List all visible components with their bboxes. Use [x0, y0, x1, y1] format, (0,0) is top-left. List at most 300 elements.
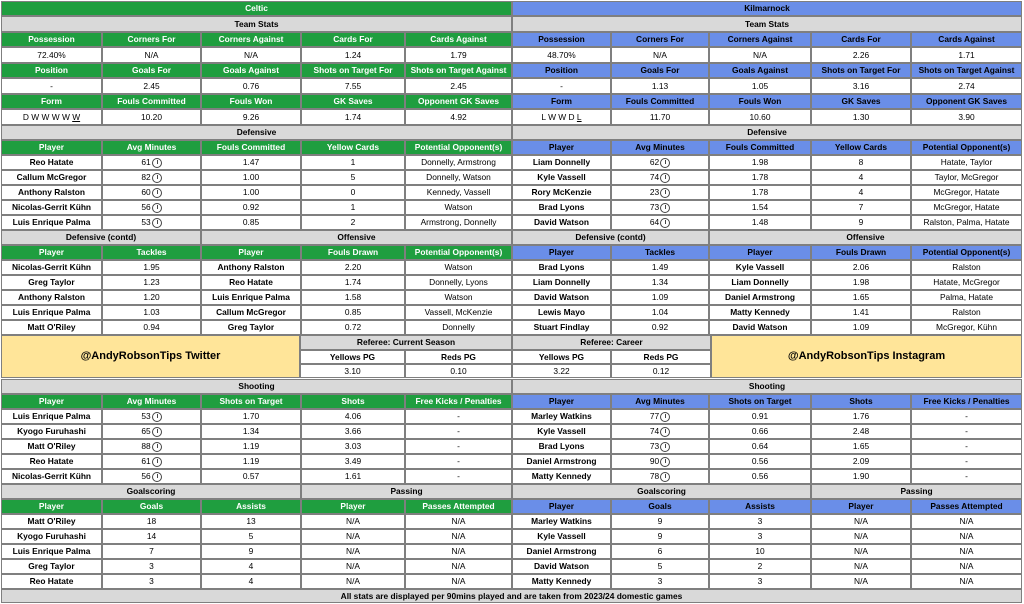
celtic-defensive-cell: 0 [301, 185, 405, 200]
celtic-r2-header: Shots on Target For [301, 63, 405, 78]
celtic-shooting-cell: 3.03 [301, 439, 405, 454]
kilmarnock-defensive-title: Defensive [512, 125, 1022, 140]
celtic-defcontd-cell: 1.23 [102, 275, 201, 290]
kilmarnock-passing-cell: N/A [911, 574, 1022, 589]
avg-minutes: 73 [649, 202, 660, 213]
celtic-defensive-cell: 2 [301, 215, 405, 230]
celtic-shooting-cell: - [405, 439, 512, 454]
kilmarnock-shooting-cell: 0.91 [709, 409, 811, 424]
kilmarnock-shooting-cell: - [911, 469, 1022, 484]
stopwatch-icon [152, 427, 162, 437]
kilmarnock-r2-value: 1.05 [709, 78, 811, 94]
twitter-promo: @AndyRobsonTips Twitter [1, 335, 300, 378]
avg-minutes: 61 [141, 456, 151, 467]
form-last: L [576, 111, 582, 122]
kilmarnock-r2-header: Goals Against [709, 63, 811, 78]
kilmarnock-offensive-cell: 1.98 [811, 275, 911, 290]
kilmarnock-offensive-cell: Matty Kennedy [709, 305, 811, 320]
celtic-form-value [1, 109, 102, 125]
kilmarnock-goalscoring-cell: David Watson [512, 559, 611, 574]
celtic-shooting-header: Shots [301, 394, 405, 409]
kilmarnock-shooting-cell: - [911, 424, 1022, 439]
celtic-shooting-cell: Reo Hatate [1, 454, 102, 469]
kilmarnock-defensive-cell: Ralston, Palma, Hatate [911, 215, 1022, 230]
celtic-passing-title: Passing [301, 484, 512, 499]
kilmarnock-r3-value: 10.60 [709, 109, 811, 125]
celtic-team-title: Celtic [1, 1, 512, 16]
celtic-r3-header: Form [1, 94, 102, 109]
kilmarnock-goalscoring-cell: 3 [709, 574, 811, 589]
celtic-goalscoring-cell: Reo Hatate [1, 574, 102, 589]
kilmarnock-shooting-cell: - [911, 454, 1022, 469]
avg-minutes: 82 [141, 172, 151, 183]
kilmarnock-goalscoring-cell: Matty Kennedy [512, 574, 611, 589]
kilmarnock-defensive-cell: Kyle Vassell [512, 170, 611, 185]
kilmarnock-shooting-cell: 2.48 [811, 424, 911, 439]
celtic-offensive-cell: Greg Taylor [201, 320, 301, 335]
celtic-shooting-cell: 1.61 [301, 469, 405, 484]
celtic-goalscoring-header: Player [1, 499, 102, 514]
kilmarnock-r3-header: Form [512, 94, 611, 109]
stopwatch-icon [152, 218, 162, 228]
celtic-r1-header: Possession [1, 32, 102, 47]
celtic-r2-value: 7.55 [301, 78, 405, 94]
celtic-offensive-title: Offensive [201, 230, 512, 245]
kilmarnock-shooting-cell: - [911, 439, 1022, 454]
celtic-defcontd-cell: Anthony Ralston [1, 290, 102, 305]
celtic-defensive-cell [102, 170, 201, 185]
stopwatch-icon [152, 457, 162, 467]
kilmarnock-offensive-cell: Daniel Armstrong [709, 290, 811, 305]
kilmarnock-r1-header: Possession [512, 32, 611, 47]
avg-minutes: 77 [649, 411, 660, 422]
stopwatch-icon [660, 457, 670, 467]
avg-minutes: 56 [141, 471, 151, 482]
kilmarnock-shooting-cell [611, 424, 709, 439]
kilmarnock-defcontd-cell: Stuart Findlay [512, 320, 611, 335]
celtic-defcontd-cell: 1.03 [102, 305, 201, 320]
celtic-r3-value: 1.74 [301, 109, 405, 125]
referee-current-header: Yellows PG [300, 350, 405, 364]
celtic-passing-cell: N/A [405, 574, 512, 589]
celtic-shooting-cell: 1.19 [201, 439, 301, 454]
celtic-r3-header: Opponent GK Saves [405, 94, 512, 109]
celtic-shooting-cell: - [405, 469, 512, 484]
celtic-shooting-cell: 0.57 [201, 469, 301, 484]
celtic-defensive-cell: 0.92 [201, 200, 301, 215]
celtic-r3-header: Fouls Committed [102, 94, 201, 109]
kilmarnock-defensive-cell [611, 155, 709, 170]
celtic-offensive-cell: 0.72 [301, 320, 405, 335]
celtic-shooting-header: Free Kicks / Penalties [405, 394, 512, 409]
kilmarnock-goalscoring-cell: Marley Watkins [512, 514, 611, 529]
kilmarnock-offensive-cell: Ralston [911, 260, 1022, 275]
kilmarnock-passing-cell: N/A [911, 559, 1022, 574]
kilmarnock-defensive-cell: Rory McKenzie [512, 185, 611, 200]
celtic-offensive-cell: 1.74 [301, 275, 405, 290]
kilmarnock-goalscoring-cell: 3 [709, 514, 811, 529]
kilmarnock-goalscoring-cell: 9 [611, 514, 709, 529]
kilmarnock-shooting-cell: 0.64 [709, 439, 811, 454]
celtic-goalscoring-cell: 3 [102, 574, 201, 589]
celtic-offensive-cell: Watson [405, 290, 512, 305]
kilmarnock-form-value [512, 109, 611, 125]
form-last: W [72, 111, 81, 122]
celtic-passing-cell: N/A [405, 559, 512, 574]
kilmarnock-goalscoring-title: Goalscoring [512, 484, 811, 499]
celtic-defensive-header: Player [1, 140, 102, 155]
celtic-goalscoring-header: Goals [102, 499, 201, 514]
kilmarnock-shooting-cell: 2.09 [811, 454, 911, 469]
kilmarnock-r1-header: Corners For [611, 32, 709, 47]
kilmarnock-shooting-cell: Daniel Armstrong [512, 454, 611, 469]
celtic-shooting-cell: 1.34 [201, 424, 301, 439]
referee-career-value: 3.22 [512, 364, 611, 378]
kilmarnock-defcontd-header: Player [512, 245, 611, 260]
celtic-goalscoring-cell: 5 [201, 529, 301, 544]
celtic-goalscoring-cell: 4 [201, 574, 301, 589]
kilmarnock-shooting-cell [611, 439, 709, 454]
celtic-r2-header: Goals For [102, 63, 201, 78]
kilmarnock-shooting-cell [611, 454, 709, 469]
celtic-defcontd-cell: 1.20 [102, 290, 201, 305]
kilmarnock-defensive-cell: 1.78 [709, 170, 811, 185]
celtic-defcontd-header: Tackles [102, 245, 201, 260]
kilmarnock-r2-header: Shots on Target Against [911, 63, 1022, 78]
celtic-shooting-title: Shooting [1, 379, 512, 394]
celtic-goalscoring-cell: 7 [102, 544, 201, 559]
avg-minutes: 88 [141, 441, 151, 452]
kilmarnock-r1-value: 2.26 [811, 47, 911, 63]
celtic-shooting-cell: Luis Enrique Palma [1, 409, 102, 424]
stopwatch-icon [660, 203, 670, 213]
referee-current-title: Referee: Current Season [300, 335, 512, 350]
celtic-passing-cell: N/A [301, 559, 405, 574]
kilmarnock-offensive-cell: Kyle Vassell [709, 260, 811, 275]
kilmarnock-shooting-cell: 0.66 [709, 424, 811, 439]
celtic-defensive-cell: Reo Hatate [1, 155, 102, 170]
stopwatch-icon [152, 158, 162, 168]
kilmarnock-defensive-cell: Taylor, McGregor [911, 170, 1022, 185]
celtic-r1-value: N/A [102, 47, 201, 63]
celtic-defensive-cell: 1.47 [201, 155, 301, 170]
celtic-defcontd-header: Player [1, 245, 102, 260]
celtic-team-stats-title: Team Stats [1, 16, 512, 32]
celtic-defensive-cell: 1.00 [201, 170, 301, 185]
stopwatch-icon [152, 442, 162, 452]
kilmarnock-passing-cell: N/A [811, 559, 911, 574]
kilmarnock-offensive-cell: McGregor, Kühn [911, 320, 1022, 335]
kilmarnock-defensive-header: Fouls Committed [709, 140, 811, 155]
kilmarnock-r2-value: 1.13 [611, 78, 709, 94]
celtic-r1-value: 1.24 [301, 47, 405, 63]
kilmarnock-defensive-cell: 1.54 [709, 200, 811, 215]
kilmarnock-shooting-cell: Matty Kennedy [512, 469, 611, 484]
celtic-defensive-cell: 1 [301, 200, 405, 215]
kilmarnock-goalscoring-header: Goals [611, 499, 709, 514]
celtic-defensive-cell: Luis Enrique Palma [1, 215, 102, 230]
kilmarnock-goalscoring-cell: 2 [709, 559, 811, 574]
celtic-goalscoring-cell: Greg Taylor [1, 559, 102, 574]
celtic-shooting-cell [102, 469, 201, 484]
kilmarnock-goalscoring-cell: 6 [611, 544, 709, 559]
kilmarnock-offensive-cell: 1.65 [811, 290, 911, 305]
celtic-r1-header: Cards For [301, 32, 405, 47]
referee-current-value: 3.10 [300, 364, 405, 378]
kilmarnock-r1-header: Cards For [811, 32, 911, 47]
kilmarnock-r3-value: 1.30 [811, 109, 911, 125]
celtic-defcontd-cell: 0.94 [102, 320, 201, 335]
celtic-passing-cell: N/A [301, 574, 405, 589]
kilmarnock-r1-value: 48.70% [512, 47, 611, 63]
celtic-defensive-cell: Anthony Ralston [1, 185, 102, 200]
kilmarnock-defensive-cell: Brad Lyons [512, 200, 611, 215]
celtic-defensive-title: Defensive [1, 125, 512, 140]
celtic-defensive-cell: 0.85 [201, 215, 301, 230]
avg-minutes: 64 [649, 217, 660, 228]
celtic-defensive-cell: Nicolas-Gerrit Kühn [1, 200, 102, 215]
kilmarnock-defensive-cell: Hatate, Taylor [911, 155, 1022, 170]
kilmarnock-shooting-header: Player [512, 394, 611, 409]
celtic-r2-value: - [1, 78, 102, 94]
celtic-defensive-cell: Donnelly, Armstrong [405, 155, 512, 170]
celtic-r1-header: Corners Against [201, 32, 301, 47]
kilmarnock-defcontd-cell: Brad Lyons [512, 260, 611, 275]
kilmarnock-r2-header: Shots on Target For [811, 63, 911, 78]
celtic-defensive-cell [102, 215, 201, 230]
avg-minutes: 73 [649, 441, 660, 452]
celtic-goalscoring-cell: 9 [201, 544, 301, 559]
avg-minutes: 74 [649, 426, 660, 437]
kilmarnock-defensive-header: Potential Opponent(s) [911, 140, 1022, 155]
kilmarnock-goalscoring-cell: Daniel Armstrong [512, 544, 611, 559]
kilmarnock-shooting-cell [611, 469, 709, 484]
celtic-goalscoring-cell: Kyogo Furuhashi [1, 529, 102, 544]
celtic-r2-header: Position [1, 63, 102, 78]
kilmarnock-offensive-cell: David Watson [709, 320, 811, 335]
kilmarnock-shooting-cell: Marley Watkins [512, 409, 611, 424]
celtic-r3-value: 4.92 [405, 109, 512, 125]
celtic-defcontd-cell: Nicolas-Gerrit Kühn [1, 260, 102, 275]
kilmarnock-defensive-cell: 9 [811, 215, 911, 230]
kilmarnock-defensive-cell: 7 [811, 200, 911, 215]
kilmarnock-shooting-cell: 0.56 [709, 454, 811, 469]
kilmarnock-defensive-cell [611, 215, 709, 230]
kilmarnock-goalscoring-cell: Kyle Vassell [512, 529, 611, 544]
kilmarnock-goalscoring-cell: 10 [709, 544, 811, 559]
celtic-shooting-cell: 4.06 [301, 409, 405, 424]
celtic-passing-cell: N/A [301, 514, 405, 529]
kilmarnock-r3-header: GK Saves [811, 94, 911, 109]
celtic-goalscoring-cell: 14 [102, 529, 201, 544]
celtic-shooting-cell: 3.49 [301, 454, 405, 469]
stopwatch-icon [152, 472, 162, 482]
celtic-shooting-cell: 1.70 [201, 409, 301, 424]
celtic-offensive-header: Player [201, 245, 301, 260]
instagram-promo: @AndyRobsonTips Instagram [711, 335, 1022, 378]
celtic-offensive-header: Potential Opponent(s) [405, 245, 512, 260]
kilmarnock-r3-header: Fouls Won [709, 94, 811, 109]
stopwatch-icon [152, 188, 162, 198]
celtic-offensive-cell: 0.85 [301, 305, 405, 320]
stopwatch-icon [152, 412, 162, 422]
kilmarnock-defensive-cell: McGregor, Hatate [911, 200, 1022, 215]
kilmarnock-r2-value: 3.16 [811, 78, 911, 94]
referee-career-header: Reds PG [611, 350, 711, 364]
kilmarnock-passing-title: Passing [811, 484, 1022, 499]
kilmarnock-shooting-title: Shooting [512, 379, 1022, 394]
celtic-passing-header: Passes Attempted [405, 499, 512, 514]
referee-current-header: Reds PG [405, 350, 512, 364]
avg-minutes: 61 [141, 157, 151, 168]
celtic-shooting-cell: Kyogo Furuhashi [1, 424, 102, 439]
celtic-offensive-cell: Watson [405, 260, 512, 275]
celtic-offensive-cell: 1.58 [301, 290, 405, 305]
kilmarnock-passing-cell: N/A [811, 544, 911, 559]
celtic-goalscoring-cell: Luis Enrique Palma [1, 544, 102, 559]
celtic-offensive-cell: Donnelly, Lyons [405, 275, 512, 290]
celtic-defensive-header: Fouls Committed [201, 140, 301, 155]
celtic-shooting-cell [102, 409, 201, 424]
kilmarnock-r2-header: Position [512, 63, 611, 78]
kilmarnock-passing-cell: N/A [911, 544, 1022, 559]
kilmarnock-offensive-cell: Palma, Hatate [911, 290, 1022, 305]
avg-minutes: 78 [649, 471, 660, 482]
celtic-r3-header: Fouls Won [201, 94, 301, 109]
stopwatch-icon [660, 173, 670, 183]
stopwatch-icon [660, 188, 670, 198]
kilmarnock-passing-cell: N/A [811, 529, 911, 544]
celtic-goalscoring-cell: 13 [201, 514, 301, 529]
stopwatch-icon [152, 173, 162, 183]
kilmarnock-r3-header: Fouls Committed [611, 94, 709, 109]
celtic-shooting-cell: - [405, 424, 512, 439]
celtic-defensive-cell: 1 [301, 155, 405, 170]
kilmarnock-r2-header: Goals For [611, 63, 709, 78]
kilmarnock-offensive-header: Potential Opponent(s) [911, 245, 1022, 260]
kilmarnock-defensive-header: Player [512, 140, 611, 155]
celtic-defensive-cell: Armstrong, Donnelly [405, 215, 512, 230]
kilmarnock-offensive-cell: Ralston [911, 305, 1022, 320]
celtic-defensive-cell: 5 [301, 170, 405, 185]
kilmarnock-defensive-header: Avg Minutes [611, 140, 709, 155]
kilmarnock-defensive-cell [611, 170, 709, 185]
celtic-offensive-cell: Callum McGregor [201, 305, 301, 320]
celtic-r2-value: 2.45 [102, 78, 201, 94]
celtic-defensive-cell: 1.00 [201, 185, 301, 200]
celtic-offensive-cell: Vassell, McKenzie [405, 305, 512, 320]
stopwatch-icon [660, 442, 670, 452]
kilmarnock-goalscoring-header: Player [512, 499, 611, 514]
kilmarnock-defensive-cell: 1.78 [709, 185, 811, 200]
kilmarnock-goalscoring-cell: 5 [611, 559, 709, 574]
kilmarnock-defensive-cell: 8 [811, 155, 911, 170]
celtic-shooting-cell: - [405, 409, 512, 424]
celtic-r1-value: 1.79 [405, 47, 512, 63]
celtic-r3-header: GK Saves [301, 94, 405, 109]
celtic-shooting-header: Shots on Target [201, 394, 301, 409]
celtic-r3-value: 9.26 [201, 109, 301, 125]
kilmarnock-offensive-cell: Hatate, McGregor [911, 275, 1022, 290]
kilmarnock-goalscoring-cell: 3 [611, 574, 709, 589]
avg-minutes: 53 [141, 217, 151, 228]
avg-minutes: 90 [649, 456, 660, 467]
kilmarnock-defcontd-cell: 1.34 [611, 275, 709, 290]
kilmarnock-shooting-cell: 0.56 [709, 469, 811, 484]
kilmarnock-goalscoring-header: Assists [709, 499, 811, 514]
referee-current-value: 0.10 [405, 364, 512, 378]
kilmarnock-shooting-header: Shots on Target [709, 394, 811, 409]
celtic-passing-header: Player [301, 499, 405, 514]
kilmarnock-shooting-header: Avg Minutes [611, 394, 709, 409]
kilmarnock-defensive-cell: David Watson [512, 215, 611, 230]
referee-career-header: Yellows PG [512, 350, 611, 364]
kilmarnock-shooting-cell: Brad Lyons [512, 439, 611, 454]
kilmarnock-offensive-header: Fouls Drawn [811, 245, 911, 260]
celtic-shooting-cell: - [405, 454, 512, 469]
kilmarnock-goalscoring-cell: 9 [611, 529, 709, 544]
kilmarnock-defcontd-cell: David Watson [512, 290, 611, 305]
kilmarnock-shooting-cell [611, 409, 709, 424]
celtic-passing-cell: N/A [405, 529, 512, 544]
avg-minutes: 56 [141, 202, 151, 213]
stopwatch-icon [660, 427, 670, 437]
kilmarnock-defcontd-cell: 0.92 [611, 320, 709, 335]
celtic-r1-header: Cards Against [405, 32, 512, 47]
celtic-defensive-cell [102, 155, 201, 170]
celtic-defensive-cell [102, 200, 201, 215]
kilmarnock-defensive-cell: Liam Donnelly [512, 155, 611, 170]
kilmarnock-r1-value: N/A [709, 47, 811, 63]
kilmarnock-defcontd-cell: 1.04 [611, 305, 709, 320]
kilmarnock-defcontd-cell: Lewis Mayo [512, 305, 611, 320]
footer-note: All stats are displayed per 90mins played and are taken from 2023/24 domestic games [1, 589, 1022, 603]
celtic-defcontd-cell: Matt O'Riley [1, 320, 102, 335]
celtic-r2-header: Goals Against [201, 63, 301, 78]
kilmarnock-offensive-header: Player [709, 245, 811, 260]
celtic-shooting-cell: Nicolas-Gerrit Kühn [1, 469, 102, 484]
avg-minutes: 65 [141, 426, 151, 437]
kilmarnock-defensive-cell: 4 [811, 170, 911, 185]
kilmarnock-defcontd-cell: Liam Donnelly [512, 275, 611, 290]
kilmarnock-defensive-cell [611, 200, 709, 215]
celtic-offensive-cell: Luis Enrique Palma [201, 290, 301, 305]
celtic-r2-header: Shots on Target Against [405, 63, 512, 78]
celtic-passing-cell: N/A [301, 544, 405, 559]
celtic-defensive-header: Potential Opponent(s) [405, 140, 512, 155]
celtic-goalscoring-cell: 3 [102, 559, 201, 574]
celtic-offensive-header: Fouls Drawn [301, 245, 405, 260]
celtic-defcontd-cell: Greg Taylor [1, 275, 102, 290]
kilmarnock-r2-value: - [512, 78, 611, 94]
kilmarnock-r1-header: Cards Against [911, 32, 1022, 47]
kilmarnock-defcontd-cell: 1.09 [611, 290, 709, 305]
celtic-goalscoring-cell: 18 [102, 514, 201, 529]
stopwatch-icon [152, 203, 162, 213]
celtic-shooting-cell: Matt O'Riley [1, 439, 102, 454]
kilmarnock-offensive-cell: 1.09 [811, 320, 911, 335]
kilmarnock-r1-value: N/A [611, 47, 709, 63]
kilmarnock-shooting-cell: 1.90 [811, 469, 911, 484]
kilmarnock-passing-cell: N/A [811, 514, 911, 529]
kilmarnock-defensive-cell [611, 185, 709, 200]
kilmarnock-passing-header: Player [811, 499, 911, 514]
celtic-defensive-cell: Donnelly, Watson [405, 170, 512, 185]
kilmarnock-defensive-cell: 1.98 [709, 155, 811, 170]
celtic-defensive-cell: Kennedy, Vassell [405, 185, 512, 200]
celtic-defensive-cell: Callum McGregor [1, 170, 102, 185]
celtic-shooting-header: Avg Minutes [102, 394, 201, 409]
